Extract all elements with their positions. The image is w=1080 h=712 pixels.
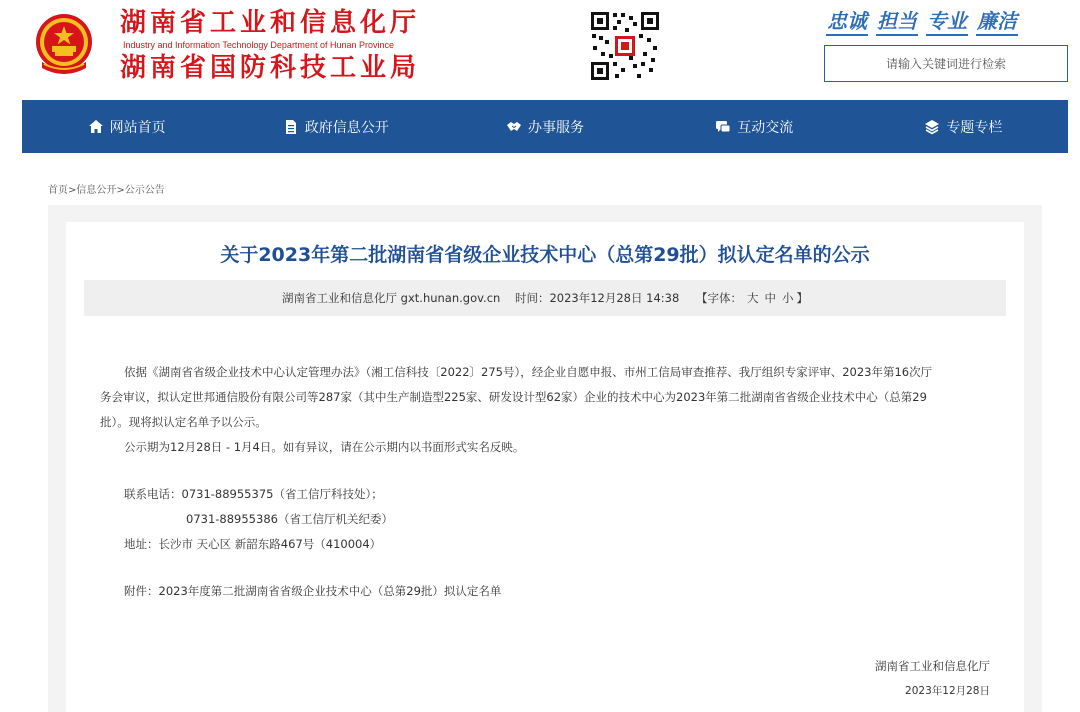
site-title <box>120 8 420 83</box>
site-header <box>0 0 1080 100</box>
article <box>66 222 1024 712</box>
nav-item-gov-info[interactable] <box>231 100 440 153</box>
article-title: 关于2023年第二批湖南省省级企业技术中心（总第29批）拟认定名单的公示 <box>220 244 870 266</box>
nav-item-label: 专题专栏 <box>946 119 1003 136</box>
paragraph-line: 依据《湖南省省级企业技术中心认定管理办法》（湘工信科技〔2022〕275号），经企业自愿申报、市州工信局审查推荐、我厅组织专家评审、2023年第16次厅 <box>124 365 933 379</box>
paragraph-line: 务会审议，拟认定世邦通信股份有限公司等287家（其中生产制造型225家、研发设计型62家）企业的技术中心为2023年第二批湖南省省级企业技术中心（总第29 <box>100 390 927 404</box>
contact-phone-1: 联系电话：0731-88955375（省工信厅科技处）； <box>124 487 383 501</box>
article-body <box>100 360 1000 604</box>
font-size-close: 】 <box>796 291 808 305</box>
breadcrumb-notice[interactable]: 公示公告 <box>124 185 165 196</box>
contact-phone-2: 0731-88955386（省工信厅机关纪委） <box>186 512 393 526</box>
slogan <box>826 8 1018 36</box>
home-icon <box>88 119 104 135</box>
notice-period: 公示期为12月28日 - 1月4日。如有异议，请在公示期内以书面形式实名反映。 <box>124 440 525 454</box>
breadcrumb-info[interactable]: 信息公开 <box>76 185 117 196</box>
sign-date: 2023年12月28日 <box>905 685 990 697</box>
nav-item-label: 政府信息公开 <box>304 119 389 136</box>
site-title-english: Industry and Information Technology Department of Hunan Province <box>123 40 394 50</box>
signature <box>875 654 990 704</box>
font-size-label: 【字体： <box>695 291 742 305</box>
address: 地址：长沙市 天心区 新韶东路467号（410004） <box>124 537 382 551</box>
font-size-medium[interactable]: 中 <box>764 291 776 305</box>
main-nav <box>22 100 1068 153</box>
paragraph-line: 批）。现将拟认定名单予以公示。 <box>100 415 267 429</box>
breadcrumb-separator: > <box>116 185 125 196</box>
nav-item-home[interactable] <box>22 100 231 153</box>
breadcrumb-home[interactable]: 首页 <box>48 185 68 196</box>
article-source: 湖南省工业和信息化厅 gxt.hunan.gov.cn <box>282 291 501 305</box>
national-emblem-icon <box>32 12 96 78</box>
search-input[interactable] <box>824 45 1068 82</box>
font-size-small[interactable]: 小 <box>781 291 794 305</box>
layers-icon <box>924 119 940 135</box>
slogan-item: 专业 <box>926 8 968 36</box>
slogan-item: 廉洁 <box>976 8 1018 36</box>
nav-item-services[interactable] <box>440 100 649 153</box>
article-time-label: 时间： <box>514 291 550 305</box>
nav-item-label: 办事服务 <box>528 119 584 136</box>
qr-code-icon <box>589 10 661 82</box>
nav-item-topics[interactable] <box>859 100 1068 153</box>
nav-item-label: 互动交流 <box>737 119 794 136</box>
slogan-item: 忠诚 <box>826 8 868 36</box>
signer: 湖南省工业和信息化厅 <box>875 659 990 673</box>
chat-icon <box>715 119 731 135</box>
site-title-line1: 湖南省工业和信息化厅 <box>120 8 421 38</box>
article-time: 2023年12月28日 14:38 <box>549 291 680 305</box>
document-icon <box>283 119 299 135</box>
nav-item-label: 网站首页 <box>109 119 166 136</box>
article-meta <box>84 280 1006 316</box>
site-title-line2: 湖南省国防科技工业局 <box>120 53 421 83</box>
slogan-item: 担当 <box>876 8 918 36</box>
attachment-link[interactable]: 附件：2023年度第二批湖南省省级企业技术中心（总第29批）拟认定名单 <box>124 584 502 598</box>
handshake-icon <box>506 119 522 135</box>
font-size-large[interactable]: 大 <box>746 291 759 305</box>
breadcrumb <box>48 181 165 196</box>
nav-item-interaction[interactable] <box>650 100 859 153</box>
breadcrumb-separator: > <box>68 185 77 196</box>
